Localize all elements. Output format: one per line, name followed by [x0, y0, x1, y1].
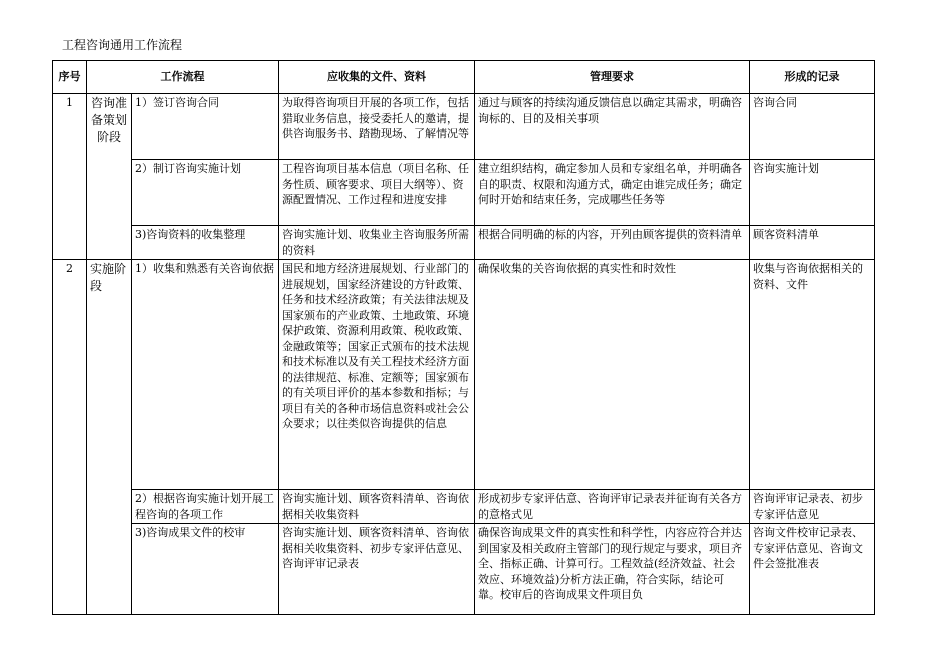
workflow-step: 2）制订咨询实施计划 [132, 160, 279, 226]
section-phase: 咨询准备策划阶段 [87, 94, 132, 260]
header-records: 形成的记录 [750, 61, 875, 94]
files-cell [279, 524, 475, 615]
section-seq: 1 [53, 94, 87, 260]
table-header-row [53, 61, 875, 94]
section-seq: 2 [53, 260, 87, 615]
table-row [53, 160, 875, 226]
records-cell: 收集与咨询依据相关的资料、文件 [750, 260, 875, 490]
workflow-step: 3)咨询资料的收集整理 [132, 226, 279, 260]
records-cell: 咨询实施计划 [750, 160, 875, 226]
requirements-cell: 根据合同明确的标的内容，开列由顾客提供的资料清单 [475, 226, 750, 260]
requirements-cell: 建立组织结构，确定参加人员和专家组名单，并明确各自的职责、权限和沟通方式，确定由谁完成任务；确定何时开始和结束任务，完成哪些任务等 [475, 160, 750, 226]
header-files: 应收集的文件、资料 [279, 61, 475, 94]
files-cell: 工程咨询项目基本信息（项目名称、任务性质、顾客要求、项目大纲等）、资源配置情况、工作过程和进度安排 [279, 160, 475, 226]
table-row [53, 490, 875, 524]
files-text: 咨询实施计划、顾客资料清单、咨询依据相关收集资料、初步专家评估意见、咨询评审记录表 [282, 526, 469, 570]
document-title: 工程咨询通用工作流程 [62, 38, 183, 52]
table-row [53, 94, 875, 160]
records-cell: 顾客资料清单 [750, 226, 875, 260]
records-text: 咨询文件校审记录表、专家评估意见、咨询文件会签批准表 [753, 526, 863, 570]
workflow-step: 2）根据咨询实施计划开展工程咨询的各项工作 [132, 490, 279, 524]
header-seq: 序号 [53, 61, 87, 94]
table-row [53, 226, 875, 260]
workflow-table [52, 60, 875, 615]
records-cell [750, 524, 875, 615]
requirements-cell: 形成初步专家评估意、咨询评审记录表并征询有关各方的意格式见 [475, 490, 750, 524]
header-requirements: 管理要求 [475, 61, 750, 94]
section-phase: 实施阶段 [87, 260, 132, 615]
files-cell: 咨询实施计划、收集业主咨询服务所需的资料 [279, 226, 475, 260]
records-cell: 咨询合同 [750, 94, 875, 160]
requirements-cell: 通过与顾客的持续沟通反馈信息以确定其需求，明确咨询标的、目的及相关事项 [475, 94, 750, 160]
table-row [53, 260, 875, 490]
requirements-cell: 确保收集的关咨询依据的真实性和时效性 [475, 260, 750, 490]
workflow-step-text: 3)咨询成果文件的校审 [135, 526, 246, 539]
header-workflow: 工作流程 [87, 61, 279, 94]
requirements-text: 确保咨询成果文件的真实性和科学性，内容应符合并达到国家及相关政府主管部门的现行规定与要求，项目齐全、指标正确、计算可行。工程效益(经济效益、社会效应、环境效益)分析方法正确，符合实际，结论可靠。校审后的咨询成果文件项目负 [478, 526, 742, 601]
workflow-step: 1）签订咨询合同 [132, 94, 279, 160]
workflow-step: 1）收集和熟悉有关咨询依据 [132, 260, 279, 490]
files-cell: 咨询实施计划、顾客资料清单、咨询依据相关收集资料 [279, 490, 475, 524]
files-cell: 国民和地方经济进展规划、行业部门的进展规划，国家经济建设的方针政策、任务和技术经济政策；有关法律法规及国家颁布的产业政策、土地政策、环境保护政策、资源利用政策、税收政策、金融政策等；国家正式颁布的技术法规和技术标准以及有关工程技术经济方面的法律规范、标准、定额等；国家颁布的有关项目评价的基本参数和指标；与项目有关的各种市场信息资料或社会公众要求；以往类似咨询提供的信息 [279, 260, 475, 490]
workflow-step [132, 524, 279, 615]
records-cell: 咨询评审记录表、初步专家评估意见 [750, 490, 875, 524]
requirements-cell [475, 524, 750, 615]
table-row [53, 524, 875, 615]
files-cell: 为取得咨询项目开展的各项工作，包括猎取业务信息，接受委托人的邀请，提供咨询服务书、踏勘现场、了解情况等 [279, 94, 475, 160]
